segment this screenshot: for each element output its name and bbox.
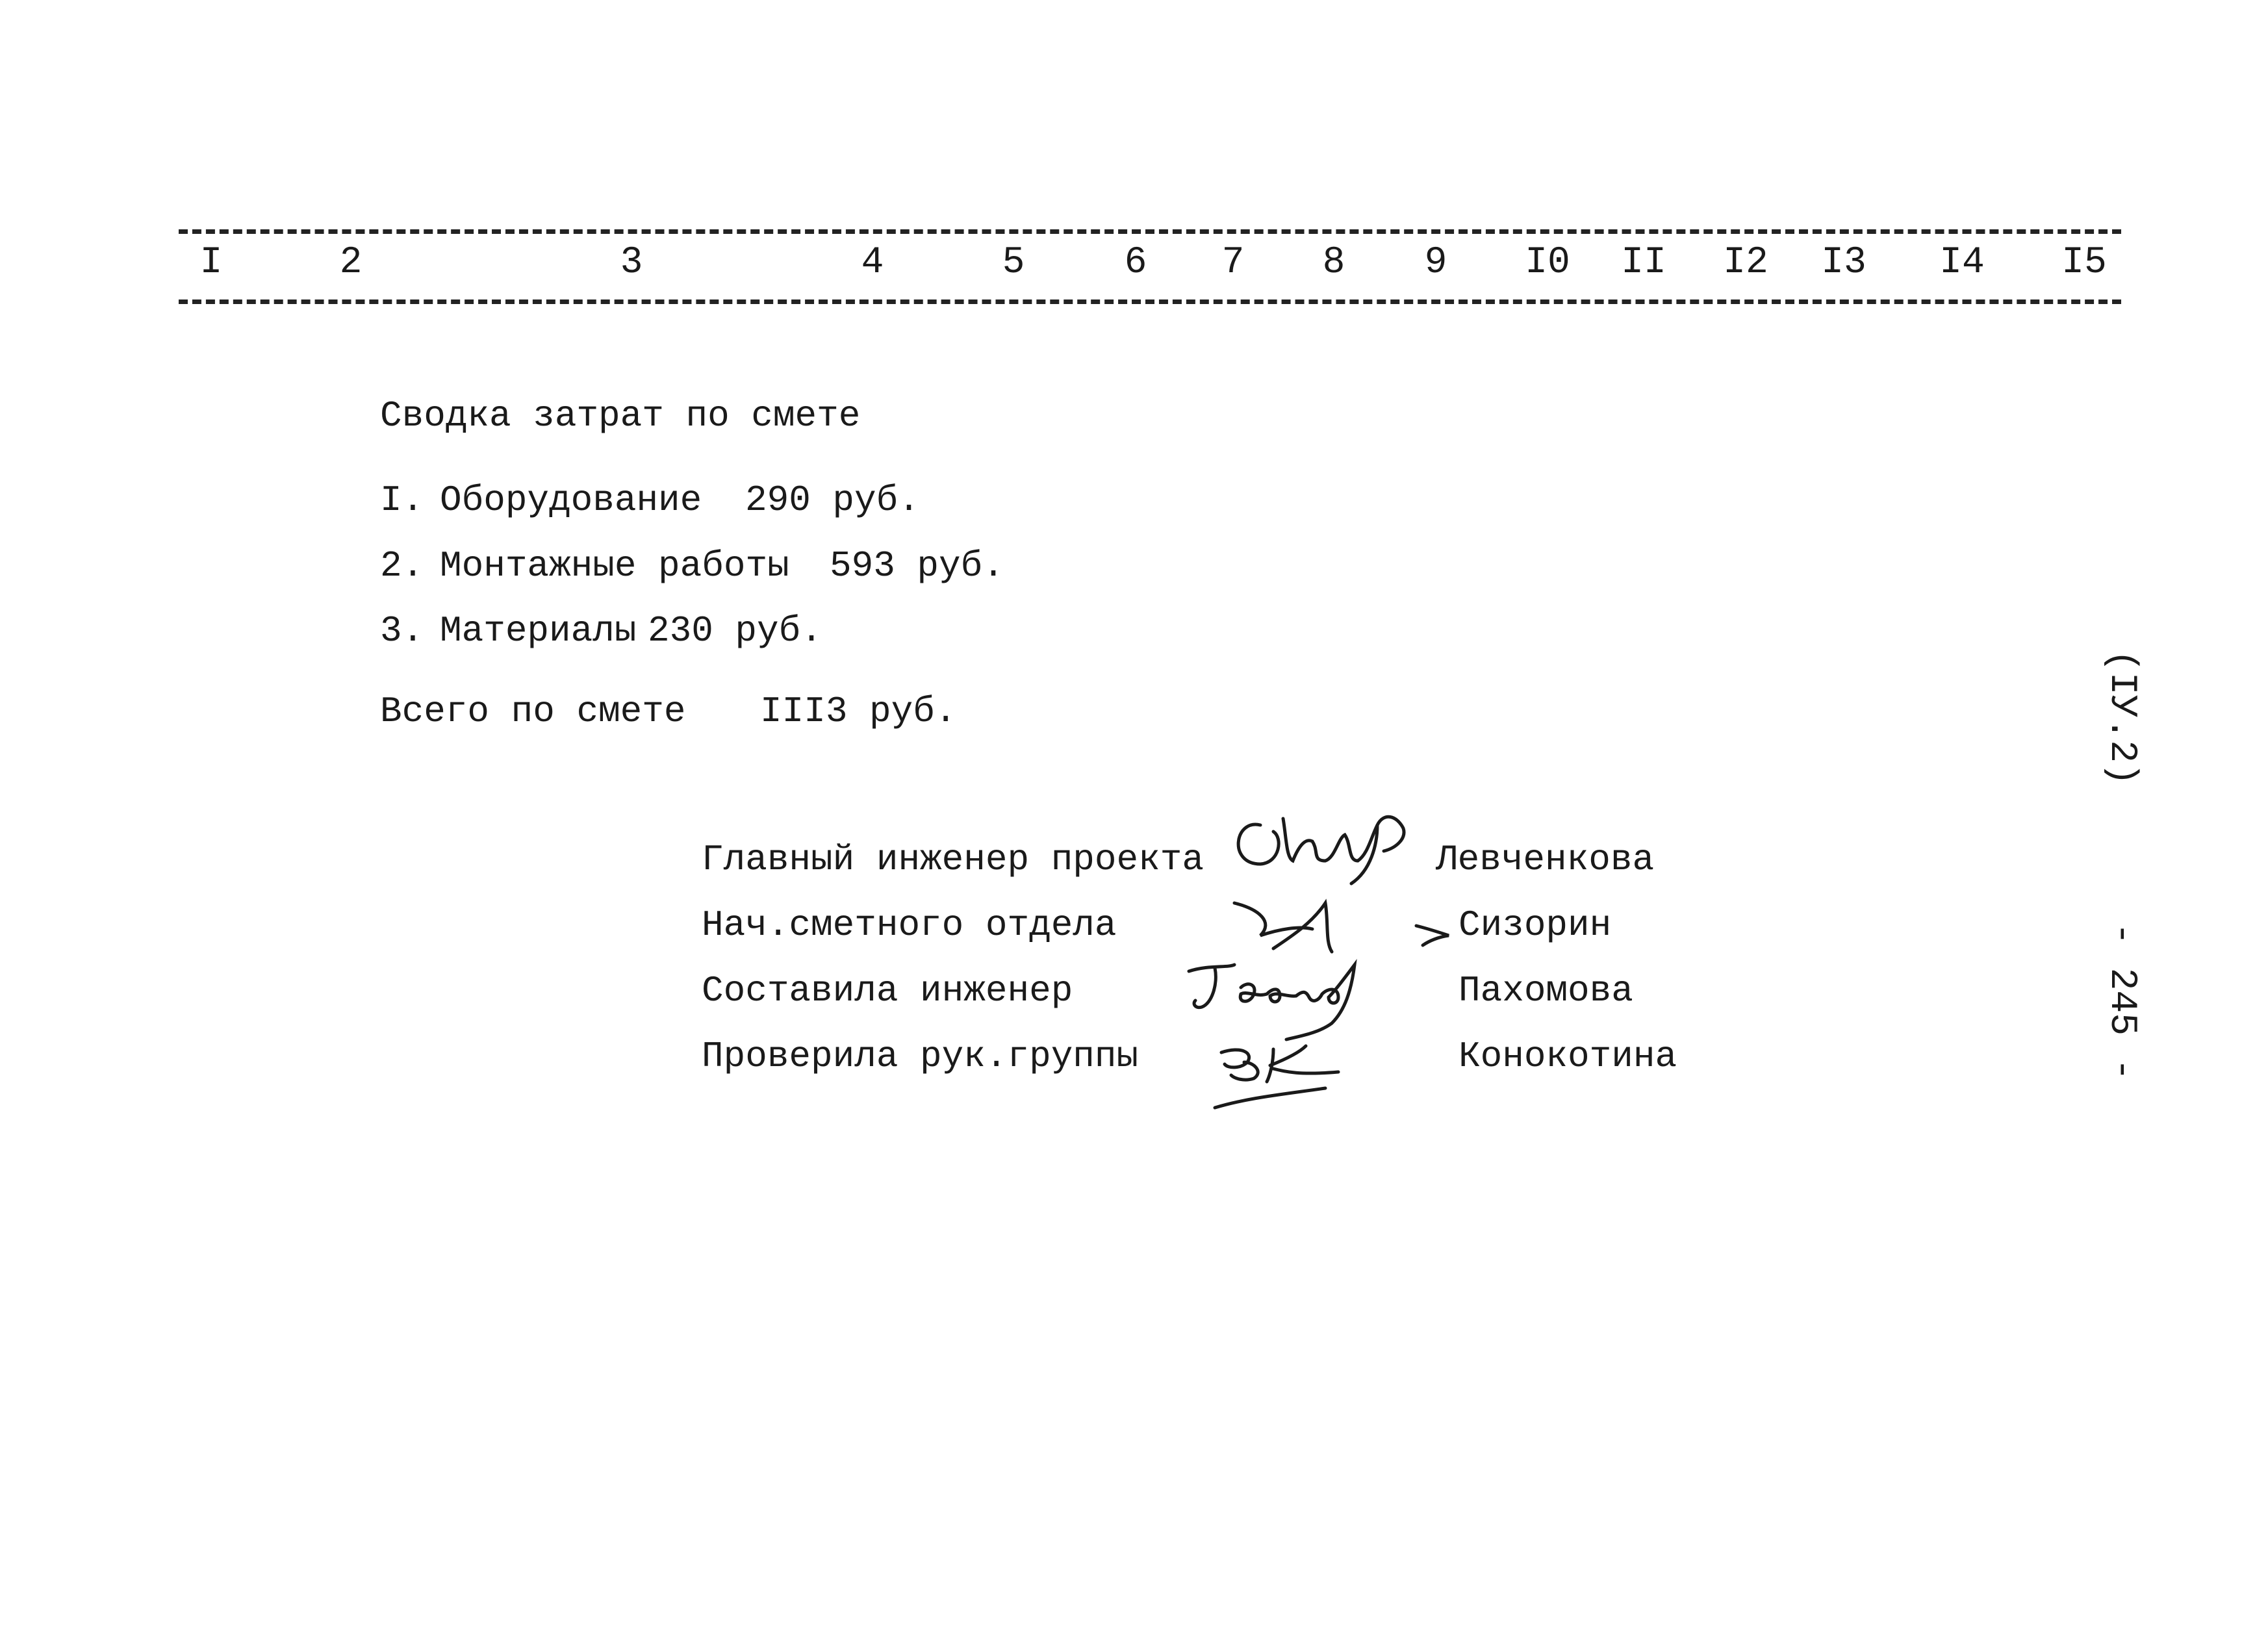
column-number: I4 (1939, 242, 1985, 284)
handwritten-signature (1208, 1033, 1377, 1117)
item-name: Оборудование (440, 479, 702, 521)
header-rule-top (179, 229, 2121, 234)
item-amount: 290 руб. (745, 479, 920, 521)
column-number: I3 (1821, 242, 1867, 284)
column-number: 6 (1124, 242, 1147, 284)
summary-total (380, 689, 956, 734)
column-number: 3 (620, 242, 643, 284)
column-number: I5 (2061, 242, 2107, 284)
item-number: 3. (380, 610, 424, 652)
page-number: - 245 - (2100, 923, 2143, 1081)
column-number: I2 (1723, 242, 1768, 284)
summary-item (380, 608, 822, 654)
total-amount: III3 руб. (760, 691, 957, 732)
column-number: I (199, 242, 223, 284)
total-label: Всего по смете (380, 691, 686, 732)
item-number: I. (380, 479, 424, 521)
handwritten-signature (1221, 890, 1468, 962)
column-number: 9 (1424, 242, 1447, 284)
signature-role: Главный инженер проекта (702, 839, 1204, 880)
signatory-name: Левченкова (1436, 839, 1655, 880)
signature-role: Составила инженер (702, 970, 1073, 1012)
summary-title: Сводка затрат по смете (380, 395, 861, 437)
item-amount: 593 руб. (830, 545, 1004, 587)
column-number: II (1621, 242, 1666, 284)
column-number: 2 (339, 242, 363, 284)
section-code: (IУ.2) (2100, 650, 2143, 785)
item-amount: 230 руб. (648, 610, 822, 652)
summary-item (380, 543, 1004, 589)
handwritten-signature (1182, 952, 1410, 1043)
column-number: 8 (1322, 242, 1345, 284)
item-name: Монтажные работы (440, 545, 789, 587)
item-name: Материалы (440, 610, 637, 652)
signature-role: Проверила рук.группы (702, 1036, 1139, 1077)
header-rule-bottom (179, 299, 2121, 304)
signatory-name: Конокотина (1459, 1036, 1677, 1077)
column-number: 5 (1002, 242, 1025, 284)
column-number: 4 (861, 242, 884, 284)
signatory-name: Сизорин (1459, 904, 1612, 946)
handwritten-signature (1221, 799, 1416, 890)
signatory-name: Пахомова (1459, 970, 1633, 1012)
column-number: I0 (1525, 242, 1570, 284)
summary-item (380, 478, 920, 523)
column-number: 7 (1221, 242, 1245, 284)
signature-role: Нач.сметного отдела (702, 904, 1117, 946)
item-number: 2. (380, 545, 424, 587)
